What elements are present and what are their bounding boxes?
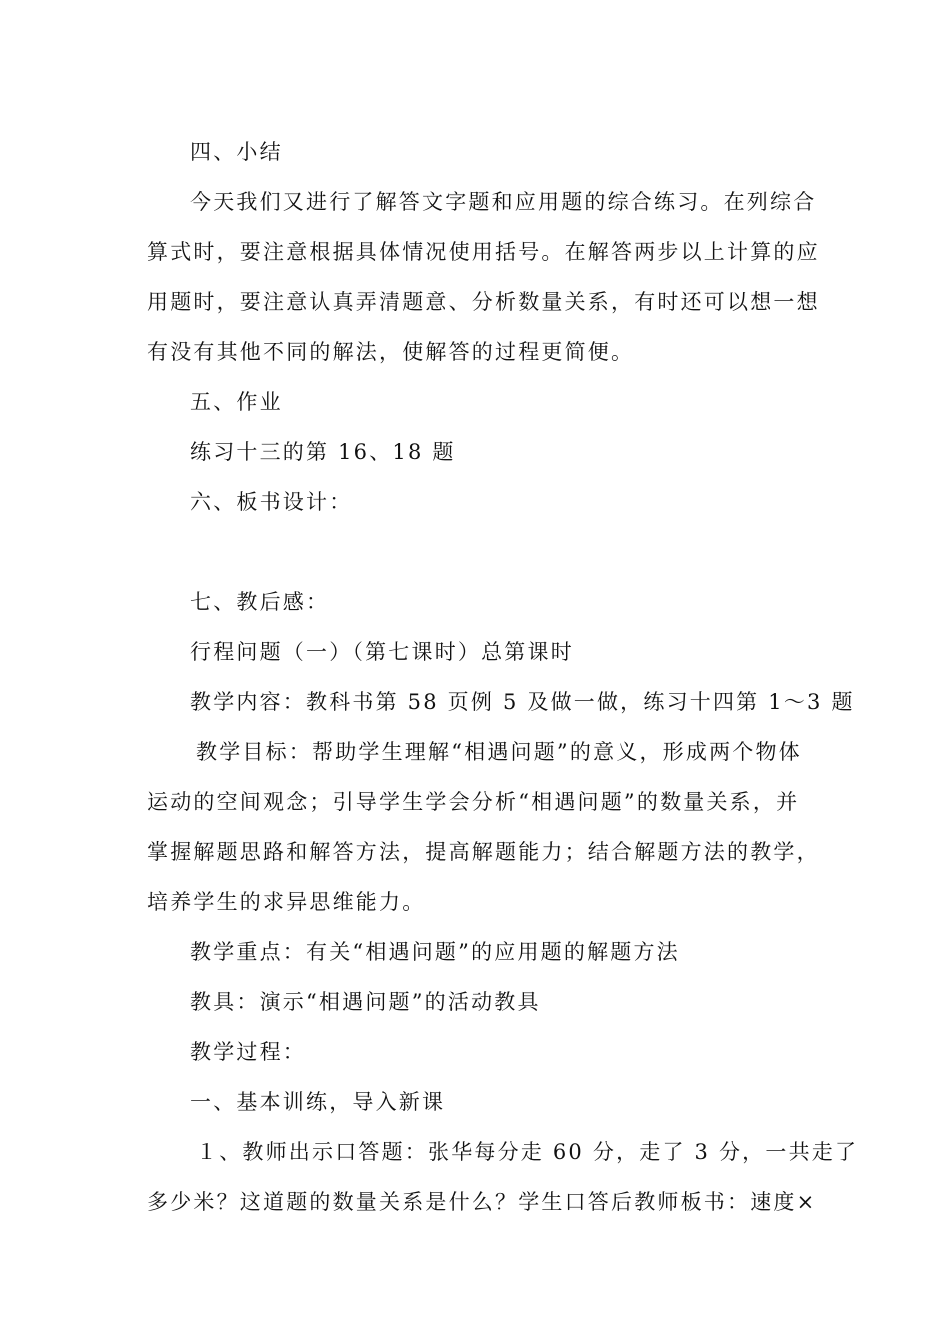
section-heading-board-design: 六、板书设计： (190, 490, 353, 514)
teaching-objective-line: 培养学生的求异思维能力。 (147, 890, 426, 914)
lesson-title: 行程问题（一）（第七课时）总第课时 (190, 640, 574, 664)
section-heading-summary: 四、小结 (190, 140, 283, 164)
teaching-objective-line: 教学目标：帮助学生理解“相遇问题”的意义，形成两个物体 (196, 740, 802, 764)
teaching-objective-line: 掌握解题思路和解答方法，提高解题能力；结合解题方法的教学， (147, 840, 820, 864)
exercise-line: １、教师出示口答题：张华每分走 60 分，走了 3 分，一共走了 (196, 1140, 859, 1164)
paragraph-line: 算式时，要注意根据具体情况使用括号。在解答两步以上计算的应 (147, 240, 820, 264)
section-heading-reflection: 七、教后感： (190, 590, 330, 614)
teaching-objective-line: 运动的空间观念；引导学生学会分析“相遇问题”的数量关系，并 (147, 790, 800, 814)
section-heading-basic-training: 一、基本训练，导入新课 (190, 1090, 446, 1114)
teaching-focus: 教学重点：有关“相遇问题”的应用题的解题方法 (190, 940, 680, 964)
paragraph-line: 有没有其他不同的解法，使解答的过程更简便。 (147, 340, 635, 364)
exercise-line: 多少米？这道题的数量关系是什么？学生口答后教师板书：速度× (147, 1190, 817, 1214)
paragraph-line: 用题时，要注意认真弄清题意、分析数量关系，有时还可以想一想 (147, 290, 820, 314)
section-heading-homework: 五、作业 (190, 390, 283, 414)
homework-text: 练习十三的第 16、18 题 (190, 440, 456, 464)
teaching-content: 教学内容：教科书第 58 页例 5 及做一做，练习十四第 1～3 题 (190, 690, 855, 714)
teaching-aids: 教具：演示“相遇问题”的活动教具 (190, 990, 541, 1014)
teaching-process-heading: 教学过程： (190, 1040, 306, 1064)
paragraph-line: 今天我们又进行了解答文字题和应用题的综合练习。在列综合 (190, 190, 817, 214)
